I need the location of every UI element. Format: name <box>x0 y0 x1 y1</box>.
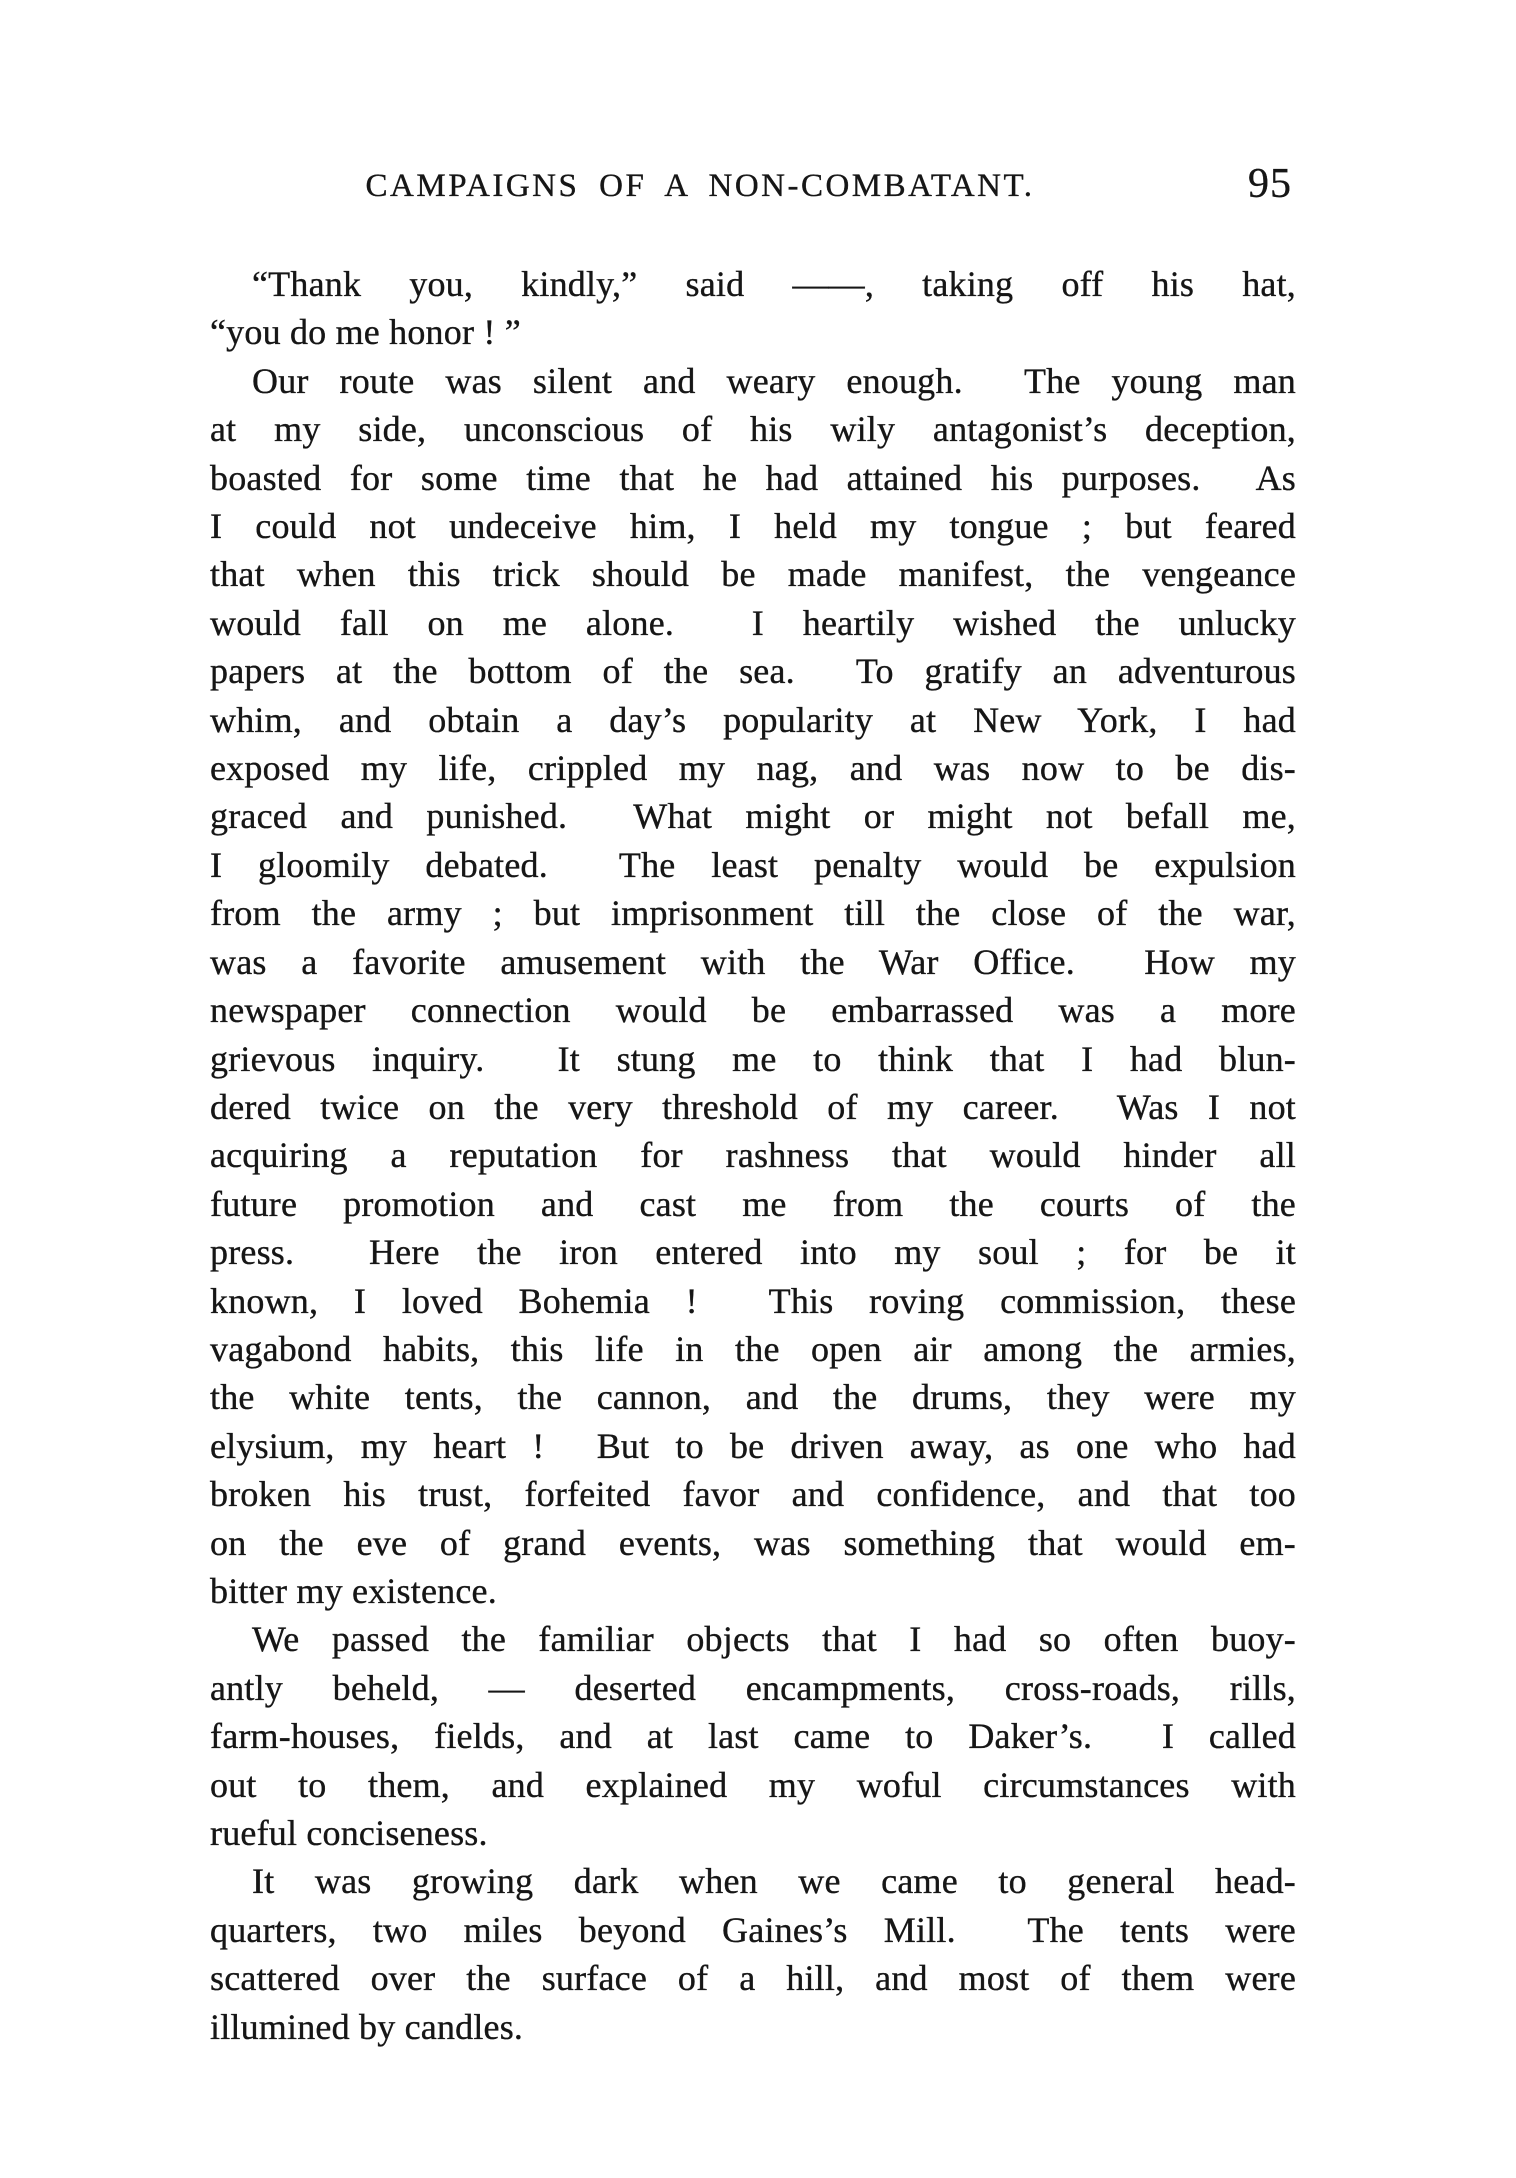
text-line: out to them, and explained my woful circumstances with <box>210 1764 1296 1805</box>
running-head <box>210 161 1296 212</box>
text-line: We passed the familiar objects that I had so often buoy- <box>252 1619 1296 1660</box>
page-number: 95 <box>1248 161 1292 207</box>
paragraph <box>210 260 1296 357</box>
text-line: at my side, unconscious of his wily antagonist’s deception, <box>210 409 1296 450</box>
body-text <box>210 260 1296 2051</box>
text-line: boasted for some time that he had attained his purposes. As <box>210 457 1296 498</box>
text-line: grievous inquiry. It stung me to think that I had blun- <box>210 1038 1296 1079</box>
text-line: farm-houses, fields, and at last came to Daker’s. I called <box>210 1716 1296 1757</box>
text-line: bitter my existence. <box>210 1570 497 1611</box>
paragraph <box>210 1615 1296 1857</box>
text-line: I could not undeceive him, I held my tongue ; but feared <box>210 506 1296 547</box>
text-line: whim, and obtain a day’s popularity at New York, I had <box>210 699 1296 740</box>
text-line: elysium, my heart ! But to be driven away, as one who had <box>210 1425 1296 1466</box>
text-line: broken his trust, forfeited favor and confidence, and that too <box>210 1474 1296 1515</box>
text-line: would fall on me alone. I heartily wished the unlucky <box>210 602 1296 643</box>
text-line: dered twice on the very threshold of my career. Was I not <box>210 1086 1296 1127</box>
text-line: It was growing dark when we came to general head- <box>252 1861 1296 1902</box>
text-line: from the army ; but imprisonment till the close of the war, <box>210 893 1296 934</box>
running-head-title: CAMPAIGNS OF A NON-COMBATANT. <box>365 168 1035 204</box>
text-line: “you do me honor ! ” <box>210 312 521 353</box>
text-line: antly beheld, — deserted encampments, cross-roads, rills, <box>210 1667 1296 1708</box>
text-line: that when this trick should be made manifest, the vengeance <box>210 554 1296 595</box>
text-line: “Thank you, kindly,” said ——, taking off his hat, <box>252 264 1296 304</box>
text-line: newspaper connection would be embarrassed was a more <box>210 990 1296 1031</box>
paragraph <box>210 1857 1296 2051</box>
text-line: Our route was silent and weary enough. The young man <box>252 360 1296 401</box>
text-line: papers at the bottom of the sea. To gratify an adventurous <box>210 651 1296 692</box>
text-line: exposed my life, crippled my nag, and was now to be dis- <box>210 748 1296 789</box>
text-line: graced and punished. What might or might not befall me, <box>210 796 1296 837</box>
text-line: future promotion and cast me from the courts of the <box>210 1183 1296 1224</box>
text-line: scattered over the surface of a hill, and most of them were <box>210 1958 1296 1999</box>
text-line: known, I loved Bohemia ! This roving commission, these <box>210 1280 1296 1321</box>
text-line: was a favorite amusement with the War Office. How my <box>210 941 1296 982</box>
text-line: illumined by candles. <box>210 2006 524 2047</box>
text-line: quarters, two miles beyond Gaines’s Mill. The tents were <box>210 1909 1296 1950</box>
text-line: rueful conciseness. <box>210 1813 488 1853</box>
text-line: the white tents, the cannon, and the drums, they were my <box>210 1377 1296 1418</box>
text-line: vagabond habits, this life in the open air among the armies, <box>210 1328 1296 1369</box>
text-line: acquiring a reputation for rashness that would hinder all <box>210 1135 1296 1176</box>
text-line: on the eve of grand events, was something that would em- <box>210 1522 1296 1563</box>
text-line: press. Here the iron entered into my soul ; for be it <box>210 1232 1296 1273</box>
text-line: I gloomily debated. The least penalty would be expulsion <box>210 844 1296 885</box>
paragraph <box>210 357 1296 1616</box>
